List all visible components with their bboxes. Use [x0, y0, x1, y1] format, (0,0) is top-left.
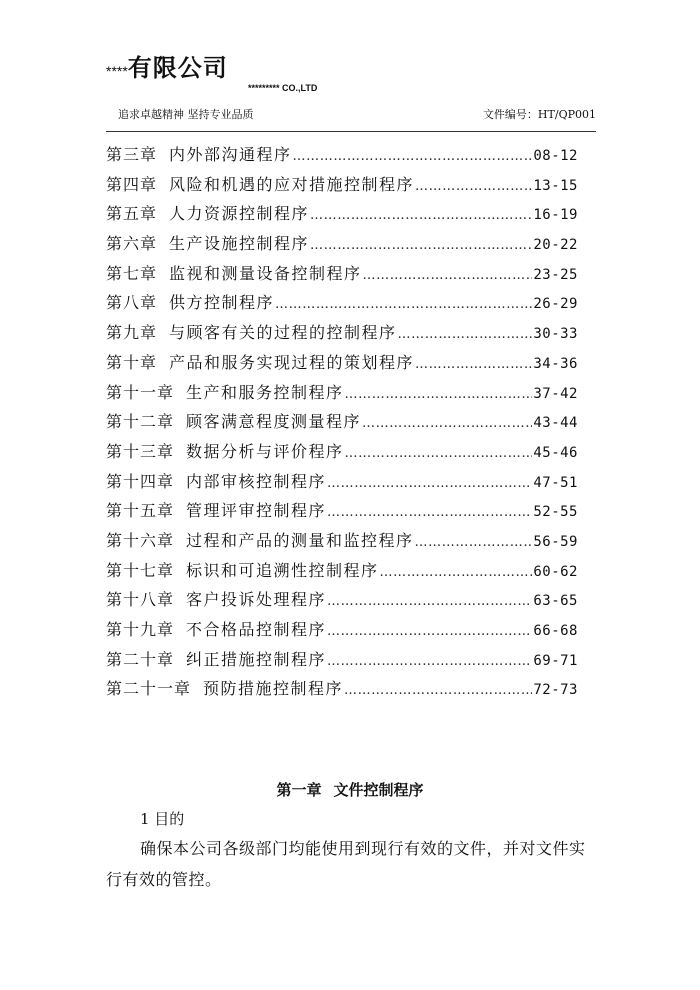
company-name-mask: **** [106, 63, 128, 79]
toc-chapter-title: 顾客满意程度测量程序 [186, 412, 362, 432]
toc-page-range: 56-59 [533, 533, 578, 550]
toc-page-range: 72-73 [533, 682, 578, 699]
toc-dot-leader [345, 439, 533, 469]
toc-entry [106, 318, 578, 348]
toc-chapter-title: 过程和产品的测量和监控程序 [186, 530, 414, 550]
toc-entry [106, 229, 578, 259]
toc-entry [106, 348, 578, 378]
toc-chapter-title: 纠正措施控制程序 [186, 649, 327, 669]
toc-dot-leader [415, 528, 533, 558]
toc-entry [106, 140, 578, 170]
toc-dot-leader [415, 350, 532, 380]
body-paragraph: 确保本公司各级部门均能使用到现行有效的文件，并对文件实行有效的管控。 [106, 839, 586, 889]
toc-chapter-number: 第十三章 [106, 441, 175, 461]
toc-chapter-number: 第五章 [106, 204, 158, 224]
toc-page-range: 60-62 [533, 563, 578, 580]
toc-entry [106, 170, 578, 200]
toc-dot-leader [327, 647, 532, 677]
toc-page-range: 30-33 [533, 326, 578, 343]
toc-dot-leader [327, 498, 532, 528]
document-number: 文件编号：HT/QP001 [482, 108, 596, 121]
toc-entry [106, 378, 578, 408]
toc-dot-leader [327, 587, 532, 617]
toc-chapter-number: 第三章 [106, 145, 158, 164]
toc-chapter-number: 第十八章 [106, 590, 175, 610]
toc-dot-leader [327, 617, 532, 647]
company-name: 有限公司 [127, 54, 228, 82]
toc-chapter-number: 第七章 [106, 263, 158, 283]
toc-entry [106, 407, 578, 437]
toc-dot-leader [293, 142, 533, 172]
toc-page-range: 20-22 [533, 237, 578, 254]
toc-chapter-number: 第十四章 [106, 471, 175, 491]
toc-chapter-number: 第十章 [106, 352, 158, 372]
toc-entry [106, 556, 578, 586]
toc-chapter-title: 生产设施控制程序 [169, 234, 310, 254]
toc-dot-leader [398, 320, 533, 350]
chapter-number: 第一章 [276, 781, 322, 799]
toc-dot-leader [344, 676, 532, 706]
company-english-name: ********* CO.,LTD [248, 83, 318, 93]
toc-chapter-title: 管理评审控制程序 [186, 501, 327, 521]
toc-chapter-title: 客户投诉处理程序 [186, 590, 327, 610]
page-header [0, 0, 700, 140]
toc-chapter-title: 内外部沟通程序 [169, 145, 292, 164]
toc-entry [106, 467, 578, 497]
toc-chapter-number: 第十一章 [106, 382, 175, 402]
toc-dot-leader [327, 469, 532, 499]
toc-chapter-title: 生产和服务控制程序 [186, 382, 344, 402]
toc-chapter-number: 第十六章 [106, 530, 175, 550]
toc-page-range: 37-42 [533, 385, 578, 402]
toc-chapter-number: 第四章 [106, 174, 158, 194]
toc-chapter-title: 内部审核控制程序 [186, 471, 327, 491]
toc-chapter-title: 标识和可追溯性控制程序 [186, 560, 379, 580]
toc-dot-leader [380, 558, 533, 588]
toc-dot-leader [363, 261, 533, 291]
toc-page-range: 63-65 [533, 593, 578, 610]
toc-dot-leader [310, 201, 532, 231]
toc-entry [106, 259, 578, 289]
toc-chapter-title: 监视和测量设备控制程序 [169, 263, 362, 283]
toc-page-range: 43-44 [533, 415, 578, 432]
toc-chapter-number: 第十二章 [106, 412, 175, 432]
toc-chapter-number: 第十九章 [106, 620, 175, 639]
toc-page-range: 47-51 [533, 474, 578, 491]
header-divider [106, 131, 596, 132]
toc-page-range: 66-68 [533, 623, 578, 639]
toc-chapter-number: 第二十章 [106, 649, 175, 669]
toc-dot-leader [275, 290, 532, 320]
chapter-title: 文件控制程序 [333, 781, 424, 799]
toc-chapter-title: 人力资源控制程序 [169, 204, 310, 224]
toc-chapter-title: 供方控制程序 [169, 293, 275, 313]
toc-chapter-number: 第十五章 [106, 501, 175, 521]
toc-page-range: 26-29 [533, 296, 578, 313]
toc-entry [106, 615, 578, 645]
toc-page-range: 34-36 [533, 355, 578, 372]
table-of-contents [106, 140, 578, 704]
toc-chapter-title: 与顾客有关的过程的控制程序 [169, 323, 397, 343]
toc-entry [106, 674, 578, 704]
toc-dot-leader [415, 172, 532, 202]
toc-chapter-number: 第二十一章 [106, 679, 192, 699]
toc-chapter-title: 风险和机遇的应对措施控制程序 [169, 174, 415, 194]
toc-page-range: 13-15 [533, 177, 578, 194]
toc-chapter-title: 预防措施控制程序 [203, 679, 344, 699]
company-title [106, 48, 228, 83]
section-heading: 1 目的 [140, 810, 185, 828]
toc-page-range: 69-71 [533, 652, 578, 669]
toc-page-range: 08-12 [533, 148, 578, 164]
toc-chapter-title: 不合格品控制程序 [186, 620, 327, 639]
toc-page-range: 23-25 [533, 266, 578, 283]
toc-dot-leader [362, 409, 532, 439]
toc-entry [106, 645, 578, 675]
toc-entry [106, 288, 578, 318]
chapter-heading [0, 779, 700, 800]
toc-dot-leader [310, 231, 532, 261]
toc-entry [106, 526, 578, 556]
company-slogan: 追求卓越精神 坚持专业品质 [118, 108, 254, 121]
toc-page-range: 45-46 [533, 444, 578, 461]
toc-chapter-number: 第六章 [106, 234, 158, 254]
toc-dot-leader [345, 380, 533, 410]
toc-entry [106, 585, 578, 615]
toc-entry [106, 437, 578, 467]
toc-entry [106, 199, 578, 229]
toc-page-range: 16-19 [533, 207, 578, 224]
toc-chapter-title: 产品和服务实现过程的策划程序 [169, 352, 415, 372]
toc-chapter-title: 数据分析与评价程序 [186, 441, 344, 461]
toc-chapter-number: 第八章 [106, 293, 158, 313]
toc-page-range: 52-55 [533, 504, 578, 521]
toc-entry [106, 496, 578, 526]
toc-chapter-number: 第九章 [106, 323, 158, 343]
toc-chapter-number: 第十七章 [106, 560, 175, 580]
